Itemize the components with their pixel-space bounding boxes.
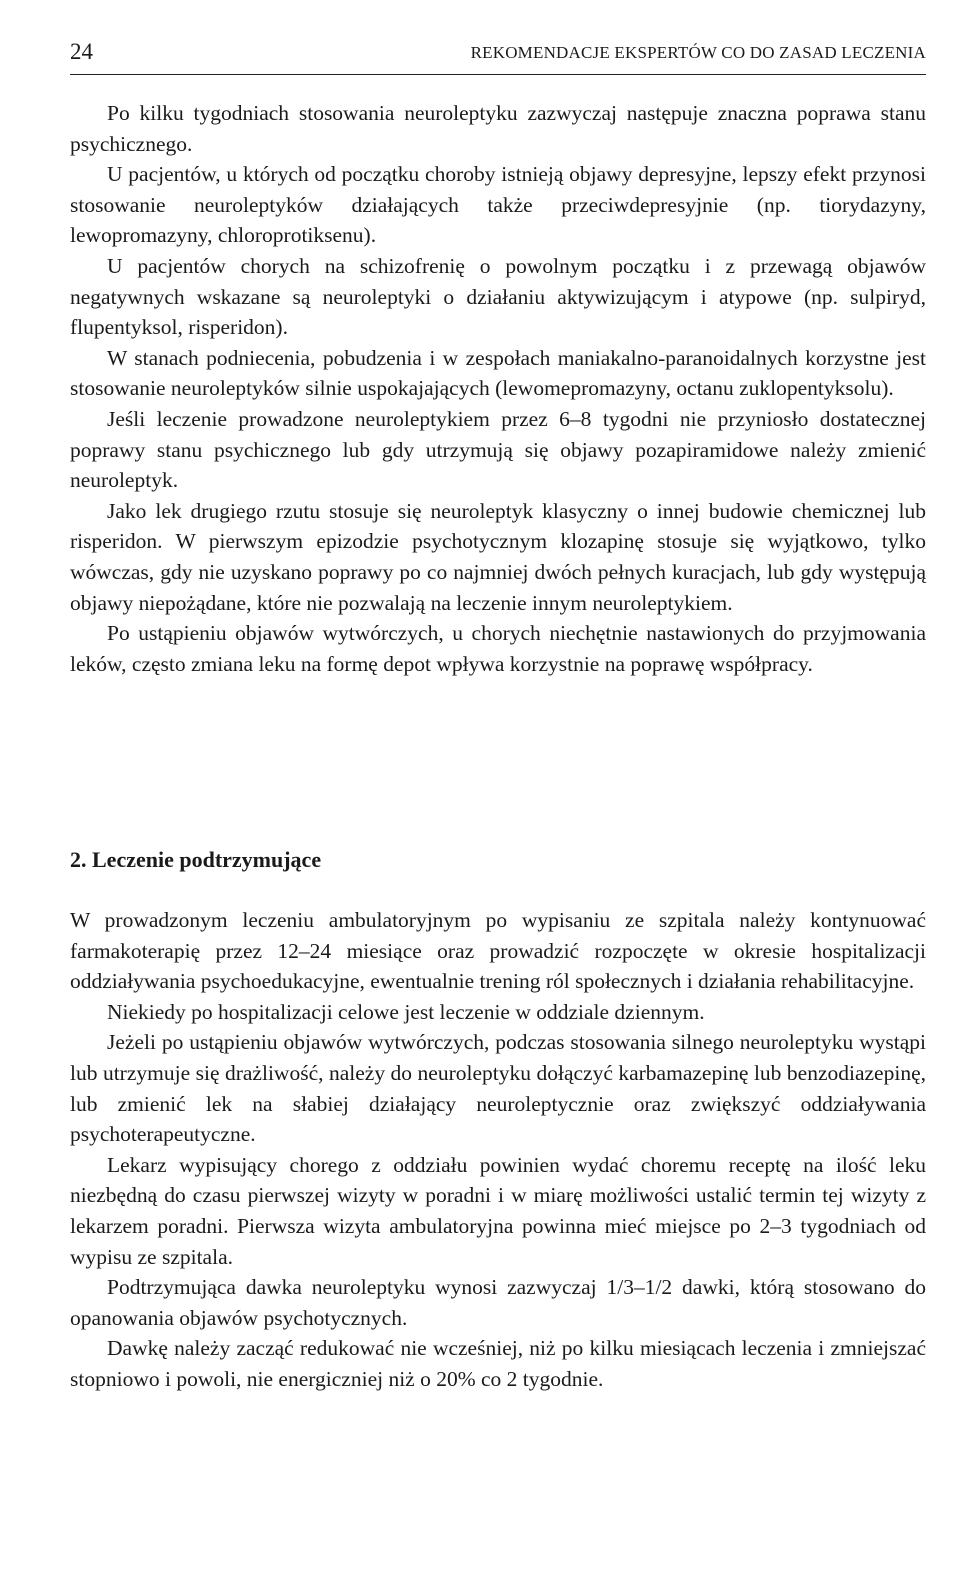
paragraph: Podtrzymująca dawka neuroleptyku wynosi zazwyczaj 1/3–1/2 dawki, którą stosowano do opanowania objawów psychotycznych. bbox=[70, 1275, 926, 1330]
section-text-block bbox=[70, 905, 926, 1395]
paragraph: W stanach podniecenia, pobudzenia i w zespołach maniakalno-paranoidalnych korzystne jest stosowanie neuroleptyków silnie uspokajających (lewomepromazyny, octanu zuklopentyksolu). bbox=[70, 345, 926, 401]
paragraph: U pacjentów, u których od początku choroby istnieją objawy depresyjne, lepszy efekt przynosi stosowanie neuroleptyków działających także przeciwdepresyjnie (np. tiorydazyny, lewopromazyny, chloroprotiksenu). bbox=[70, 162, 926, 248]
page-number: 24 bbox=[70, 39, 93, 64]
paragraph: W prowadzonym leczeniu ambulatoryjnym po wypisaniu ze szpitala należy kontynuować farmakoterapię przez 12–24 miesiące oraz prowadzić rozpoczęte w okresie hospitalizacji oddziaływania psychoedukacyjne, ewentualnie trening ról społecznych i działania rehabilitacyjne. bbox=[70, 908, 926, 994]
paragraph: Lekarz wypisujący chorego z oddziału powinien wydać choremu receptę na ilość leku niezbędną do czasu pierwszej wizyty w poradni i w miarę możliwości ustalić termin tej wizyty z lekarzem poradni. Pierwsza wizyta ambulatoryjna powinna mieć miejsce po 2–3 tygodniach od wypisu ze szpitala. bbox=[70, 1152, 926, 1269]
top-text-block bbox=[70, 98, 926, 679]
paragraph: Po ustąpieniu objawów wytwórczych, u chorych niechętnie nastawionych do przyjmowania leków, często zmiana leku na formę depot wpływa korzystnie na poprawę współpracy. bbox=[70, 621, 926, 676]
paragraph: U pacjentów chorych na schizofrenię o powolnym początku i z przewagą objawów negatywnych wskazane są neuroleptyki o działaniu aktywizującym i atypowe (np. sulpiryd, flupentyksol, risperidon). bbox=[70, 253, 926, 340]
paragraph: Jeżeli po ustąpieniu objawów wytwórczych, podczas stosowania silnego neuroleptyku wystąpi lub utrzymuje się drażliwość, należy do neuroleptyku dołączyć karbamazepinę lub benzodiazepinę, lub zmienić lek na słabiej działający neuroleptycznie oraz zwiększyć oddziaływania psychoterapeutyczne. bbox=[70, 1030, 926, 1147]
paragraph: Dawkę należy zacząć redukować nie wcześniej, niż po kilku miesiącach leczenia i zmniejszać stopniowo i powoli, nie energiczniej niż o 20% co 2 tygodnie. bbox=[70, 1336, 926, 1391]
paragraph: Jeśli leczenie prowadzone neuroleptykiem przez 6–8 tygodni nie przyniosło dostatecznej poprawy stanu psychicznego lub gdy utrzymują się objawy pozapiramidowe należy zmienić neuroleptyk. bbox=[70, 406, 926, 493]
paragraph: Niekiedy po hospitalizacji celowe jest leczenie w oddziale dziennym. bbox=[107, 999, 705, 1024]
paragraph: Po kilku tygodniach stosowania neuroleptyku zazwyczaj następuje znaczna poprawa stanu psychicznego. bbox=[70, 101, 926, 156]
running-head: REKOMENDACJE EKSPERTÓW CO DO ZASAD LECZENIA bbox=[470, 43, 926, 62]
section-heading: 2. Leczenie podtrzymujące bbox=[70, 847, 322, 872]
paragraph: Jako lek drugiego rzutu stosuje się neuroleptyk klasyczny o innej budowie chemicznej lub risperidon. W pierwszym epizodzie psychotycznym klozapinę stosuje się wyjątkowo, tylko wówczas, gdy nie uzyskano poprawy po co najmniej dwóch pełnych kuracjach, lub gdy występują objawy niepożądane, które nie pozwalają na leczenie innym neuroleptykiem. bbox=[70, 498, 926, 615]
page-header bbox=[70, 38, 926, 75]
